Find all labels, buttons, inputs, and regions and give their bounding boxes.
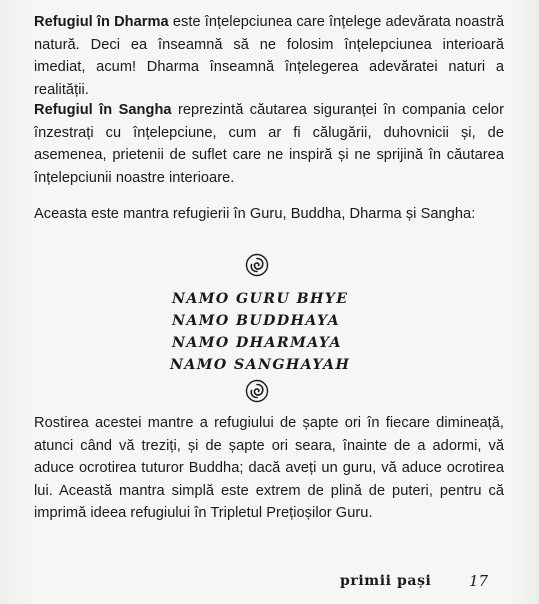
page-number: 17 [469, 572, 489, 590]
sangha-paragraph [34, 99, 504, 189]
mantra-intro: Aceasta este mantra refugierii în Guru, Buddha, Dharma și Sangha: [34, 206, 476, 222]
sangha-text: reprezintă căutarea siguranței în compania celor înzestrați cu înțelepciune, cum ar fi călugării, duhovnicii și, de asemenea, prietenii de suflet care ne inspiră și ne sprijină în căutarea înțelepciunii noastre interioare. [34, 102, 504, 186]
mantra-line: NAMO BUDDHAYA [172, 313, 341, 329]
mantra-line: NAMO DHARMAYA [172, 335, 342, 351]
dharma-term: Refugiul în Dharma [34, 14, 169, 30]
spiral-ornament-icon [245, 379, 269, 403]
spiral-ornament-icon [245, 253, 269, 277]
closing-paragraph: Rostirea acestei mantre a refugiului de șapte ori în fiecare dimineață, atunci când vă treziți, și de șapte ori seara, înainte de a adormi, vă aduce ocrotirea tuturor Buddha; dacă aveți un guru, vă aduce ocrotirea lui. Această mantra simplă este extrem de plină de puteri, pentru că imprimă ideea refugiului în Tripletul Prețioșilor Guru. [34, 415, 504, 521]
sangha-term: Refugiul în Sangha [34, 102, 172, 118]
mantra-line: NAMO SANGHAYAH [170, 357, 351, 373]
dharma-paragraph [34, 11, 504, 101]
dharma-text: este înțelepciunea care înțelege adevărata noastră natură. Deci ea înseamnă să ne folosim înțelepciunea interioară imediat, acum! Dharma înseamnă înțelegerea adevăratei naturi a realității. [34, 14, 504, 98]
mantra-line: NAMO GURU BHYE [172, 291, 349, 307]
running-title: primii pași [340, 573, 432, 589]
